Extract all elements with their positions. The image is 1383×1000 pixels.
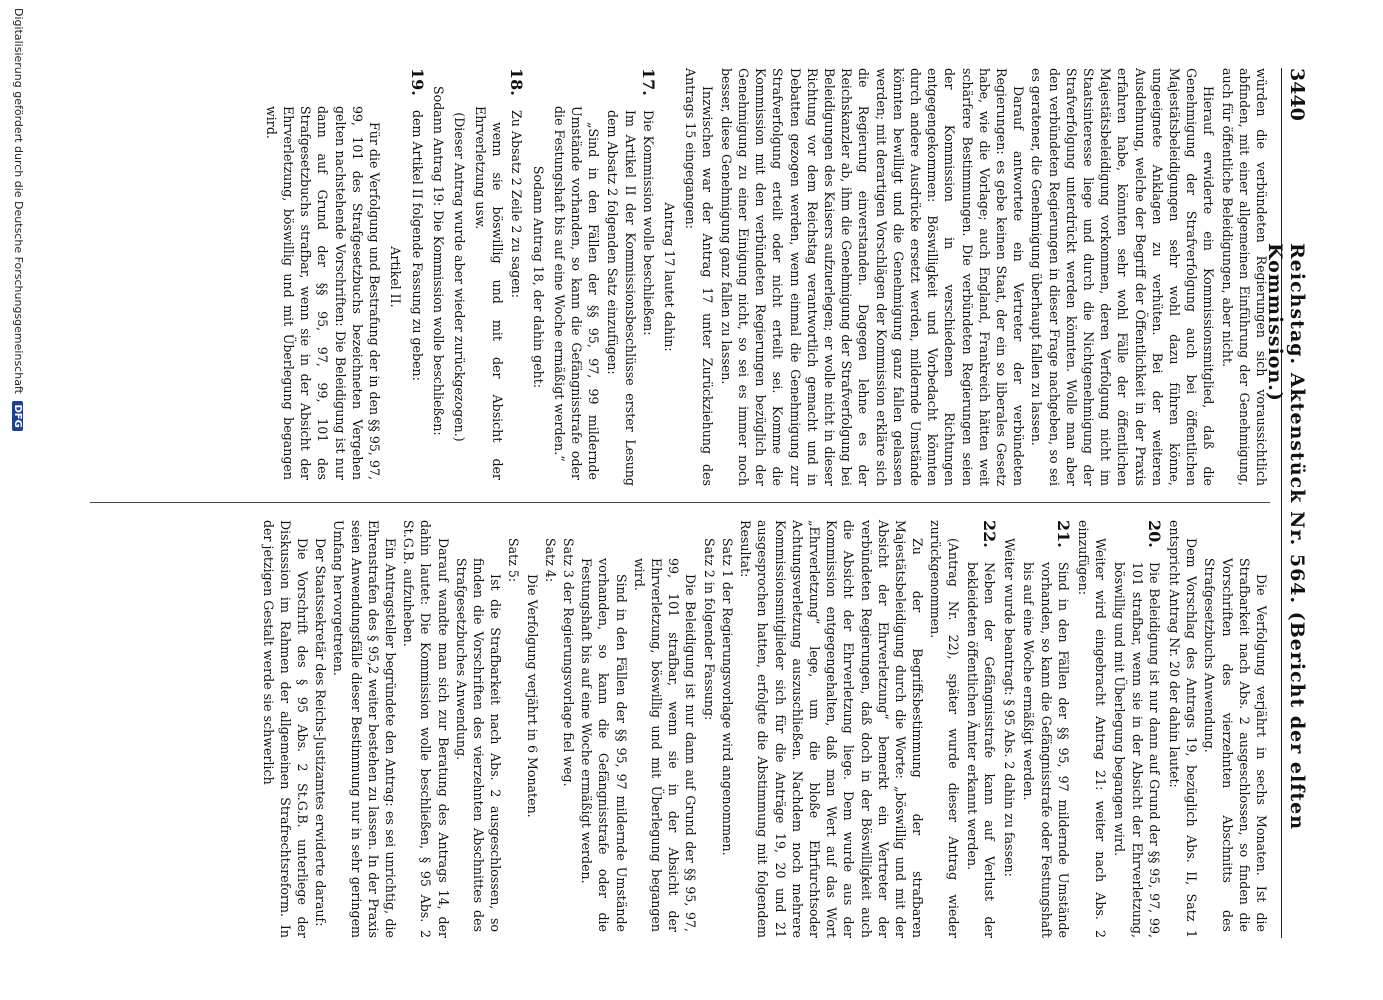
motion-20 [1110,520,1163,938]
credit-text: Digitalisierung gefördert durch die Deutsche Forschungsgemeinschaft [12,8,25,394]
column-divider [90,502,1270,503]
motion-number: 19. [408,68,428,96]
paragraph: Dem Vorschlag des Antrags 19, bezüglich Abs. II, Satz 1 entspricht Antrag Nr. 20 der dahin lautet: [1166,520,1200,938]
motion-number: 18. [507,68,527,96]
paragraph: Ein Antragsteller begründete den Antrag: es sei unrichtig, die Ehrenstrafen des § 95,2 weiter bestehen zu lassen. In der Praxis seien Anwendungsfälle dieser Bestimmung nur in sehr geringem Umfang hervorgetreten. [331,520,399,938]
page-number: 3440 [1286,68,1308,121]
motion-quote: wenn sie böswillig und mit der Absicht der Ehrverletzung usw. [473,106,506,480]
dfg-logo: DFG [12,401,23,430]
motion-number: 17. [638,68,658,96]
paragraph: (Dieser Antrag wurde aber wieder zurückgezogen.) [451,112,467,442]
motion-quote: Die Verfolgung verjährt in sechs Monaten. Ist die Strafbarkeit nach Abs. 2 ausgeschlossen, so finden die Vorschriften des vierzehnten Abschnitts des Strafgesetzbuchs Anwendung. [1202,558,1269,932]
motion-22 [963,520,998,938]
motion-text: Die Beleidigung ist nur dann auf Grund der §§ 95, 97, 99, 101 strafbar, wenn sie in der Absicht der Ehrverletzung, böswillig und mit Überlegung begangen wird. [1112,562,1162,938]
motion-quote: Die Verfolgung verjährt in 6 Monaten. [524,574,540,818]
paragraph: Sodann Antrag 19: Die Kommission wolle beschließen: [430,86,446,436]
motion-quote: Für die Verfolgung und Bestrafung der in den §§ 95, 97, 99, 101 des Strafgesetzbuchs bezeichneten Vergehen gelten nachstehende Vorschriften: Die Beleidigung ist nur dann auf Grund der §§ 95, 97, 99, 101 des Strafgesetzbuchs strafbar, wenn sie in der Absicht der Ehrverletzung, böswillig und mit Überlegung begangen wird. [263,106,383,480]
motion-quote: „Sind in den Fällen der §§ 95, 97, 99 mildernde Umstände vorhanden, so kann die Gefängnisstrafe oder die Festungshaft bis auf eine Woche ermäßigt werden.“ [551,106,602,480]
motion-text: Sind in den Fällen der §§ 95, 97 mildernde Umstände vorhanden, so kann die Gefängnisstrafe oder Festungshaft bis auf eine Woche ermäßigt werden. [1021,562,1071,938]
paragraph: Satz 1 der Regierungsvorlage wird angenommen. [719,538,735,856]
motion-text: Im Artikel II der Kommissionsbeschlüsse erster Lesung dem Absatz 2 folgenden Satz einzufügen: [605,110,638,486]
paragraph: (Antrag Nr. 22), später wurde dieser Antrag wieder zurückgenommen. [928,520,961,938]
motion-quote: Ist die Strafbarkeit nach Abs. 2 ausgeschlossen, so finden die Vorschriften des vierzehnten Abschnittes des Strafgesetzbuches Anwendung. [453,558,504,932]
document-page [78,68,1308,938]
paragraph: Antrag 17 lautet dahin: [662,202,678,352]
paragraph: Sodann Antrag 18, der dahin geht: [530,165,546,389]
paragraph: Zu der Begriffsbestimmung der strafbaren Majestätsbeleidigung durch die Worte: „böswillig und mit der Absicht der Ehrverletzung“ bemerkt ein Vertreter der verbündeten Regierungen, daß doch in der Böswilligkeit auch die Absicht der Ehrverletzung liege. Dem wurde aus der Kommission entgegengehalten, daß man Wert auf das Wort „Ehrverletzung“ lege, um die bloße Ehrfurchtsoder Achtungsverletzung auszuschließen. Nachdem noch mehrere Kommissionsmitglieder sich für die Anträge 19, 20 und 21 ausgesprochen hatten, erfolgte die Abstimmung mit folgendem Resultat: [738,520,926,938]
right-column [258,520,1270,938]
motion-18 [507,68,525,486]
paragraph: Weiter wird eingebracht Antrag 21: weiter nach Abs. 2 einzufügen: [1075,520,1109,938]
article-heading: Artikel II. [388,246,404,308]
paragraph: Satz 4: [542,538,558,583]
motion-text: Neben der Gefängnisstrafe kann auf Verlust der bekleideten öffentlichen Ämter erkannt werden. [964,562,997,938]
motion-number: 21. [1053,520,1073,548]
paragraph: Darauf antwortete ein Vertreter der verbündeten Regierungen: es gebe keinen Staat, der ein so liberales Gesetz habe, wie die Vorlage; auch England, Frankreich hätten weit schärfere Bestimmungen. Die verbündeten Regierungen seien der Kommission in verschiedenen Richtungen entgegengekommen: Böswilligkeit und Vorbedacht könnten durch andere Ausdrücke ersetzt werden, mildernde Umstände könnten bewilligt und die Genehmigung ganz fallen gelassen werden; mit derartigen Vorschlägen der Kommission erkläre sich die Regierung einverstanden. Dagegen lehne es der Reichskanzler ab, ihm die Genehmigung der Strafverfolgung bei Beleidigungen des Kaisers aufzuerlegen; er wolle nicht in dieser Richtung vor dem Reichstag verantwortlich gemacht und in Debatten gezogen werden, wenn einmal die Genehmigung zur Strafverfolgung erteilt oder nicht erteilt sei. Komme die Kommission mit den verbündeten Regierungen bezüglich der Genehmigung zu einer Einigung nicht, so sei es immer noch besser, diese Genehmigung ganz fallen zu lassen. [718,68,1027,486]
motion-17 [603,68,657,486]
paragraph: Satz 3 der Regierungsvorlage fiel weg. [561,538,577,787]
page-header [1264,68,1308,938]
paragraph: Inzwischen war der Antrag 17 unter Zurückziehung des Antrags 15 eingegangen: [683,68,716,486]
motion-number: 20. [1144,520,1164,548]
motion-21 [1019,520,1072,938]
paragraph: Darauf wandte man sich zur Beratung des Antrags 14, der dahin lautet: Die Kommission wolle beschließen, § 95 Abs. 2 St.G.B. aufzuheben. [401,520,451,938]
motion-quote: Sind in den Fällen der §§ 95, 97 mildernde Umstände vorhanden, so kann die Gefängnisstrafe oder die Festungshaft bis auf eine Woche ermäßigt werden. [579,558,629,932]
motion-text: dem Artikel II folgende Fassung zu geben: [410,110,426,381]
paragraph: Hierauf erwiderte ein Kommissionsmitglied, daß die Genehmigung der Strafverfolgung auch bei öffentlichen Majestätsbeleidigungen sehr wohl dazu führen könne, ungeeignete Anklagen zu verhüten. Bei der weiteren Ausdehnung, welche der Begriff der Öffentlichkeit in der Praxis erfahren habe, könnten sehr wohl Fälle der öffentlichen Majestätsbeleidigung vorkommen, deren Verfolgung nicht im Staatsinteresse liege und durch die Nichtgenehmigung der Strafverfolgung unterdrückt werden könnten. Wolle man aber den verbündeten Regierungen in dieser Frage nachgeben, so sei es geratener, die Genehmigung überhaupt fallen zu lassen. [1029,68,1217,486]
digitization-credit [12,8,25,431]
paragraph: Der Staatssekretär des Reichs-Justizamtes erwiderte darauf: [313,538,329,927]
paragraph: Satz 2 in folgender Fassung: [701,538,717,721]
motion-intro: Die Kommission wolle beschließen: [640,110,656,336]
page-title: Reichstag. Aktenstück Nr. 564. (Bericht der elften Kommission.) [1264,243,1308,831]
motion-number: 22. [979,520,999,548]
motion-19 [408,68,426,486]
paragraph: Satz 5: [506,538,522,583]
paragraph: Weiter wurde beantragt: § 95 Abs. 2 dahin zu fassen: [1002,538,1018,877]
paragraph: Die Vorschrift des § 95 Abs. 2 St.G.B. unterliege der Diskussion im Rahmen der allgemeinen Strafrechtsreform. In der jetzigen Gestalt werde sie schwerlich [260,520,311,938]
paragraph: würden die verbündeten Regierungen sich voraussichtlich abfinden, mit einer allgemeinen Einführung der Genehmigung, auch für öffentliche Beleidigungen, aber nicht. [1219,68,1269,486]
motion-quote: Die Beleidigung ist nur dann auf Grund der §§ 95, 97, 99, 101 strafbar, wenn sie in der Absicht der Ehrverletzung, böswillig und mit Überlegung begangen wird. [631,558,699,932]
left-column [262,68,1270,486]
motion-text: Zu Absatz 2 Zeile 2 zu sagen: [509,110,525,299]
